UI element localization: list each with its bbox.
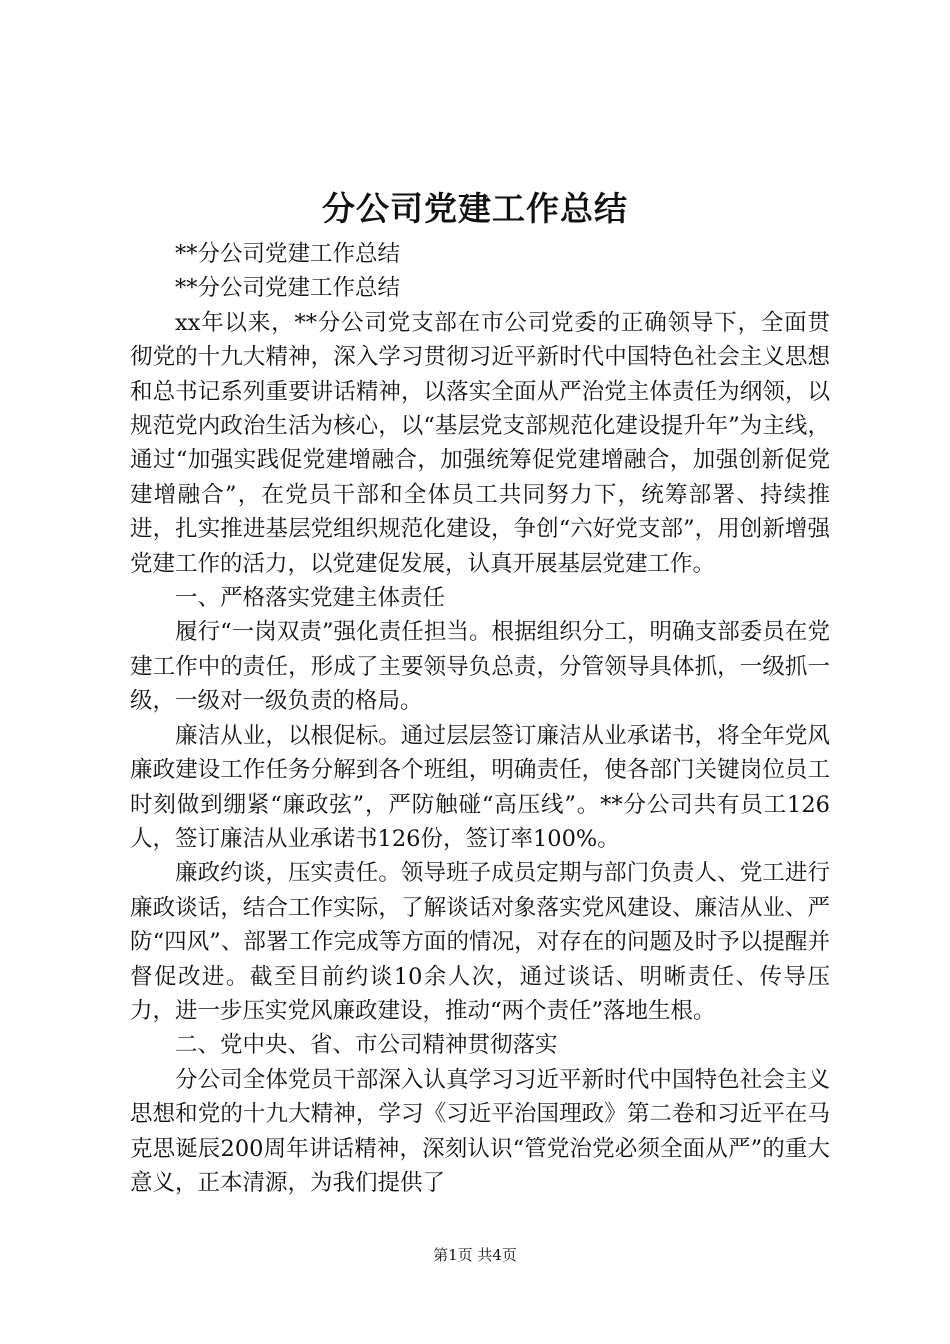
body-paragraph: 廉洁从业，以根促标。通过层层签订廉洁从业承诺书，将全年党风廉政建设工作任务分解到各个班组，明确责任，使各部门关键岗位员工时刻做到绷紧“廉政弦”，严防触碰“高压线”。**分公司共有员工126人，签订廉洁从业承诺书126份，签订率100%。 <box>130 722 830 852</box>
document-title: 分公司党建工作总结 <box>322 189 628 228</box>
subtitle-line: **分公司党建工作总结 <box>175 275 401 302</box>
section-heading: 二、党中央、省、市公司精神贯彻落实 <box>175 1032 558 1059</box>
page-footer: 第1页 共4页 <box>433 1246 517 1264</box>
body-paragraph: 分公司全体党员干部深入认真学习习近平新时代中国特色社会主义思想和党的十九大精神，学习《习近平治国理政》第二卷和习近平在马克思诞辰200周年讲话精神，深刻认识“管党治党必须全面从严”的重大意义，正本清源，为我们提供了 <box>130 1066 830 1196</box>
subtitle-line: **分公司党建工作总结 <box>175 241 401 267</box>
document-body <box>130 237 830 1200</box>
body-paragraph: 履行“一岗双责”强化责任担当。根据组织分工，明确支部委员在党建工作中的责任，形成了主要领导负总责，分管领导具体抓，一级抓一级，一级对一级负责的格局。 <box>130 619 830 715</box>
body-paragraph: xx年以来，**分公司党支部在市公司党委的正确领导下，全面贯彻党的十九大精神，深入学习贯彻习近平新时代中国特色社会主义思想和总书记系列重要讲话精神，以落实全面从严治党主体责任为纲领，以规范党内政治生活为核心，以“基层党支部规范化建设提升年”为主线，通过“加强实践促党建增融合，加强统筹促党建增融合，加强创新促党建增融合”，在党员干部和全体员工共同努力下，统筹部署、持续推进，扎实推进基层党组织规范化建设，争创“六好党支部”，用创新增强党建工作的活力，以党建促发展，认真开展基层党建工作。 <box>130 309 830 577</box>
section-heading: 一、严格落实党建主体责任 <box>175 585 446 612</box>
body-paragraph: 廉政约谈，压实责任。领导班子成员定期与部门负责人、党工进行廉政谈话，结合工作实际，了解谈话对象落实党风建设、廉洁从业、严防“四风”、部署工作完成等方面的情况，对存在的问题及时予以提醒并督促改进。截至目前约谈10余人次，通过谈话、明晰责任、传导压力，进一步压实党风廉政建设，推动“两个责任”落地生根。 <box>130 860 830 1024</box>
